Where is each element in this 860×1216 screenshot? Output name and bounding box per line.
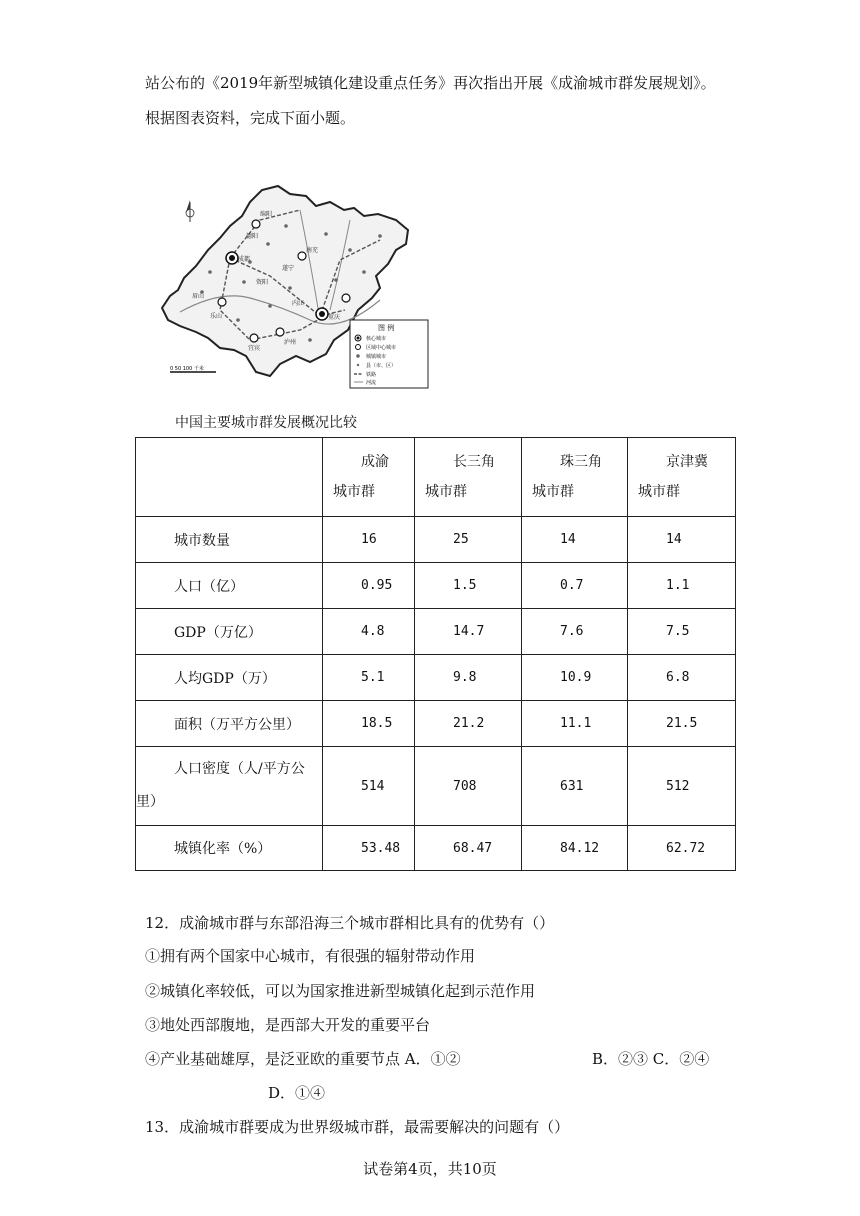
header-cell: 京津冀 城市群	[628, 438, 736, 517]
header-corner-cell	[136, 438, 323, 517]
table-cell: 10.9	[522, 655, 628, 701]
city-marker	[342, 294, 350, 302]
table-row	[136, 747, 736, 826]
table-cell: 25	[415, 517, 522, 563]
table-cell: 11.1	[522, 701, 628, 747]
svg-text:河流: 河流	[366, 380, 377, 386]
table-cell: 708	[415, 747, 522, 826]
table-cell: 5.1	[323, 655, 415, 701]
row-label: 城镇化率（%）	[136, 826, 323, 871]
table-cell: 7.6	[522, 609, 628, 655]
map-label: 遂宁	[282, 265, 295, 272]
table-cell: 4.8	[323, 609, 415, 655]
svg-text:城镇城市: 城镇城市	[366, 354, 387, 360]
intro-line-1: 站公布的《2019年新型城镇化建设重点任务》再次指出开展《成渝城市群发展规划》。	[145, 74, 716, 92]
header-cell: 成渝 城市群	[323, 438, 415, 517]
map-label: 眉山	[192, 293, 205, 300]
svg-text:区域中心城市: 区域中心城市	[366, 345, 397, 351]
city-marker-chengdu	[226, 252, 238, 264]
table-cell: 9.8	[415, 655, 522, 701]
table-cell: 53.48	[323, 826, 415, 871]
row-label: 人均GDP（万）	[136, 655, 323, 701]
table-row	[136, 826, 736, 871]
map-label: 泸州	[284, 339, 297, 346]
map-label: 宜宾	[248, 345, 261, 352]
table-row	[136, 563, 736, 609]
svg-text:核心城市: 核心城市	[366, 336, 387, 342]
svg-text:图 例: 图 例	[378, 324, 395, 332]
svg-text:0 50 100 千米: 0 50 100 千米	[170, 366, 204, 372]
table-cell: 18.5	[323, 701, 415, 747]
city-marker	[218, 298, 226, 306]
table-cell: 14	[628, 517, 736, 563]
svg-text:县（市、区）: 县（市、区）	[366, 363, 397, 369]
question-12-choices-bc: B．②③ C．②④	[592, 1050, 710, 1068]
table-row	[136, 609, 736, 655]
question-12-option-4: ④产业基础雄厚，是泛亚欧的重要节点 A．①②	[145, 1050, 461, 1068]
question-12-option-2: ②城镇化率较低，可以为国家推进新型城镇化起到示范作用	[145, 982, 536, 1000]
table-cell: 1.5	[415, 563, 522, 609]
city-marker	[252, 220, 260, 228]
map-label: 德阳	[246, 233, 259, 240]
table-cell: 21.5	[628, 701, 736, 747]
map-label: 成都	[238, 256, 251, 263]
table-cell: 21.2	[415, 701, 522, 747]
table-cell: 512	[628, 747, 736, 826]
chengyu-region-map	[150, 180, 438, 390]
header-cell: 长三角 城市群	[415, 438, 522, 517]
table-cell: 0.7	[522, 563, 628, 609]
table-cell: 84.12	[522, 826, 628, 871]
table-cell: 7.5	[628, 609, 736, 655]
north-arrow-icon	[186, 200, 194, 222]
table-cell: 6.8	[628, 655, 736, 701]
city-marker-chongqing	[316, 308, 328, 320]
table-row	[136, 655, 736, 701]
table-header-row	[136, 438, 736, 517]
table-cell: 14	[522, 517, 628, 563]
city-marker	[298, 252, 306, 260]
table-cell: 62.72	[628, 826, 736, 871]
table-cell: 514	[323, 747, 415, 826]
row-label: 面积（万平方公里）	[136, 701, 323, 747]
table-cell: 16	[323, 517, 415, 563]
question-13-stem: 13．成渝城市群要成为世界级城市群，最需要解决的问题有（）	[145, 1118, 570, 1136]
table-caption: 中国主要城市群发展概况比较	[175, 415, 357, 431]
row-label: GDP（万亿）	[136, 609, 323, 655]
map-label: 资阳	[256, 279, 269, 286]
scale-bar	[170, 365, 216, 372]
table-cell: 68.47	[415, 826, 522, 871]
page-footer: 试卷第4页，共10页	[363, 1160, 497, 1178]
table-cell: 631	[522, 747, 628, 826]
header-cell: 珠三角 城市群	[522, 438, 628, 517]
question-12-option-3: ③地处西部腹地，是西部大开发的重要平台	[145, 1016, 431, 1034]
map-label: 乐山	[210, 313, 223, 320]
question-12-choice-d: D．①④	[268, 1084, 326, 1102]
table-cell: 14.7	[415, 609, 522, 655]
city-marker	[276, 328, 284, 336]
city-cluster-comparison-table	[135, 437, 736, 871]
table-cell: 1.1	[628, 563, 736, 609]
row-label: 城市数量	[136, 517, 323, 563]
svg-text:铁路: 铁路	[366, 372, 377, 378]
row-label: 人口（亿）	[136, 563, 323, 609]
table-cell: 0.95	[323, 563, 415, 609]
question-12-stem: 12．成渝城市群与东部沿海三个城市群相比具有的优势有（）	[145, 914, 555, 932]
map-label: 南充	[306, 247, 319, 254]
city-marker	[250, 334, 258, 342]
map-legend	[350, 320, 428, 388]
row-label: 人口密度（人/平方公 里）	[136, 747, 323, 826]
table-row	[136, 517, 736, 563]
intro-line-2: 根据图表资料，完成下面小题。	[145, 109, 356, 127]
map-label: 重庆	[328, 314, 341, 321]
map-label: 内江	[292, 300, 305, 307]
table-row	[136, 701, 736, 747]
question-12-option-1: ①拥有两个国家中心城市，有很强的辐射带动作用	[145, 947, 476, 965]
map-label: 绵阳	[260, 211, 273, 218]
